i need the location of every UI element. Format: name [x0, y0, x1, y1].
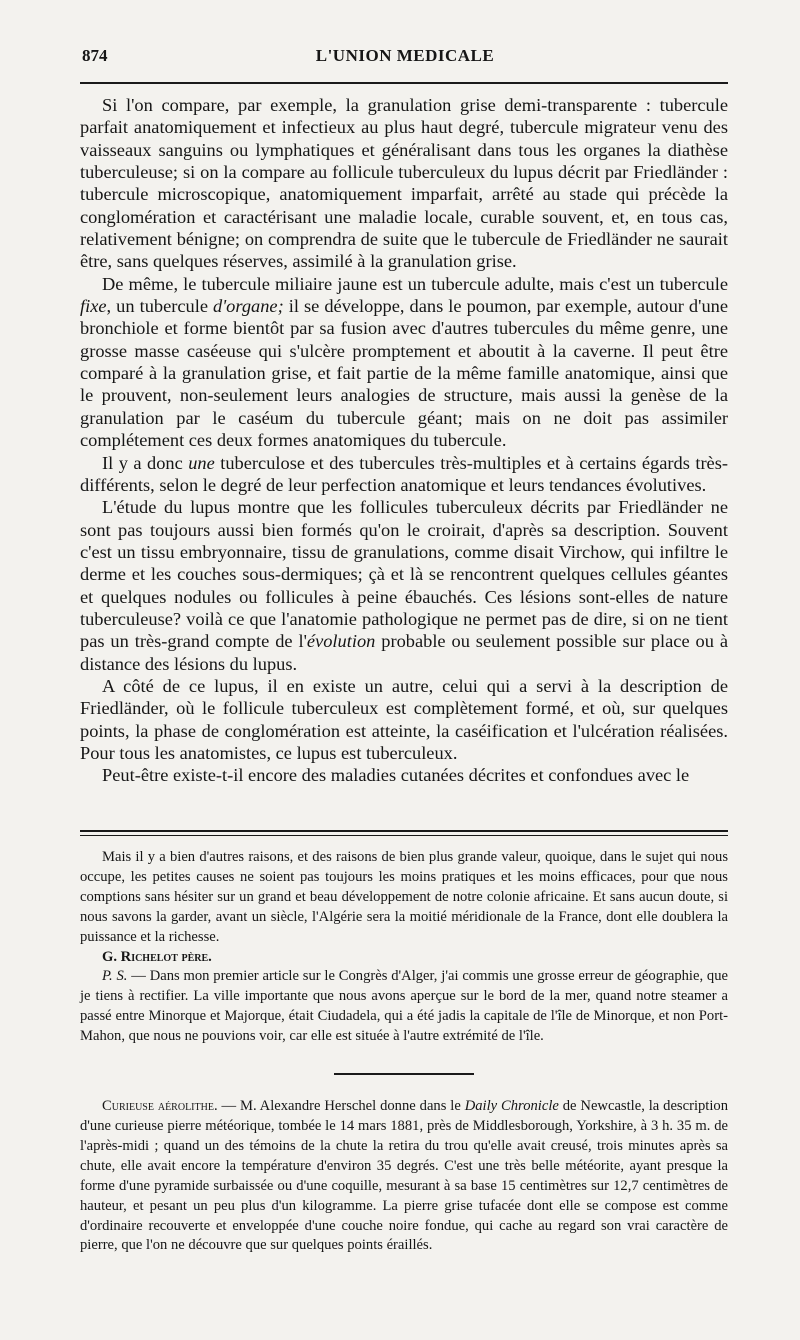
header-rule: [80, 82, 728, 84]
main-text: [80, 94, 728, 787]
postscript: P. S. — Dans mon premier article sur le Congrès d'Alger, j'ai commis une grosse erreur de géographie, que je tiens à rectifier. La ville importante que nous avons aperçue sur le bord de la mer, quand notre steamer a passé entre Minorque et Majorque, était Ciudadela, qui a été jadis la capitale de l'île de Minorque, et non Port-Mahon, que nous ne pouvions voir, car elle est située à l'autre extrémité de l'île.: [80, 968, 728, 1045]
paragraph: A côté de ce lupus, il en existe un autre, celui qui a servi à la description de Friedländer, où le follicule tuberculeux est complètement formé, et où, sur quelques points, la phase de conglomération est atteinte, la caséification et l'ulcération réalisées. Pour tous les anatomistes, ce lupus est tuberculeux.: [80, 675, 728, 763]
short-divider: [334, 1073, 474, 1075]
page-header: [82, 46, 728, 76]
note-paragraph: Mais il y a bien d'autres raisons, et des raisons de bien plus grande valeur, quoique, dans le sujet qui nous occupe, les petites causes ne soient pas toujours les moins pratiques et les moins efficaces, pour que nous comptions sans hésiter sur un grand et beau développement de notre colonie africaine. Et sans aucun doute, si nous savons la garder, avant un siècle, l'Algérie sera la moitié méridionale de la France, dont elle doublera la puissance et la richesse.: [80, 849, 728, 945]
ps-label: P. S.: [102, 968, 128, 985]
paragraph: Il y a donc une tuberculose et des tubercules très-multiples et à certains égards très-différents, selon le degré de leur perfection anatomique et leurs tendances évolutives.: [80, 452, 729, 495]
section-rule-thin: [80, 835, 728, 836]
page-number: 874: [82, 46, 108, 65]
news-title: Curieuse aérolithe.: [102, 1098, 218, 1115]
news-item: Curieuse aérolithe. — M. Alexandre Herschel donne dans le Daily Chronicle de Newcastle, la description d'une curieuse pierre météorique, tombée le 14 mars 1881, près de Middlesborough, Yorkshire, à 3 h. 35 m. de l'après-midi ; quand un des témoins de la chute la retira du trou qu'elle avait creusé, trois minutes après sa chute, elle avait encore la température d'environ 35 degrés. C'est une très belle météorite, ayant presque la forme d'une pyramide surbaissée ou d'une coquille, mesurant à sa base 15 centimètres sur 12,7 centimètres de hauteur, et pesant un peu plus d'un kilogramme. La pierre grise tufacée dont elle se compose est comme d'ordinaire recouverte et enveloppée d'une couche noire fondue, qui cache au regard son vrai caractère de pierre, que l'on ne découvre que sur quelques points éraillés.: [80, 1098, 728, 1254]
running-title: L'UNION MEDICALE: [315, 46, 495, 65]
paragraph: Si l'on compare, par exemple, la granulation grise demi-transparente : tubercule parfait anatomiquement et infectieux au plus haut degré, tubercule migrateur venu des vaisseaux sanguins ou lymphatiques et généralisant dans tous les organes la diathèse tuberculeuse; si on la compare au follicule tuberculeux du lupus décrit par Friedländer : tubercule microscopique, anatomiquement imparfait, arrêté au stade qui précède la conglomération et caractérisant une maladie locale, curable souvent, et, en tous cas, relativement bénigne; on comprendra de suite que le tubercule de Friedländer ne saurait être, sans quelques réserves, assimilé à la granulation grise.: [80, 95, 728, 272]
signature: G. Richelot père.: [102, 948, 212, 965]
notes-section: [80, 848, 728, 1256]
section-rule: [80, 830, 728, 832]
paragraph: Peut-être existe-t-il encore des maladies cutanées décrites et confondues avec le: [102, 765, 690, 786]
paragraph: De même, le tubercule miliaire jaune est un tubercule adulte, mais c'est un tubercule fixe, un tubercule d'organe; il se développe, dans le poumon, par exemple, autour d'une bronchiole et forme bientôt par sa fusion avec d'autres tubercules du même genre, une grosse masse caséeuse qui s'ulcère promptement et aboutit à la caverne. Il peut être comparé à la granulation grise, et fait partie de la même famille anatomique, ainsi que le prouvent, non-seulement leurs analogies de structure, mais aussi la genèse de la granulation par le caséum du tubercule géant; mais on ne doit pas assimiler complétement ces deux formes anatomiques du tubercule.: [80, 273, 728, 451]
paragraph: L'étude du lupus montre que les follicules tuberculeux décrits par Friedländer ne sont pas toujours aussi bien formés qu'on le croirait, d'après sa description. Souvent c'est un tissu embryonnaire, tissu de granulations, comme disait Virchow, qui infiltre le derme et les couches sous-dermiques; çà et là se rencontrent quelques cellules géantes et quelques nodules ou follicules à peine ébauchés. Ces lésions sont-elles de nature tuberculeuse? voilà ce que l'anatomie pathologique ne permet pas de dire, si on ne tient pas un très-grand compte de l'évolution probable ou seulement possible sur place ou à distance des lésions du lupus.: [80, 497, 728, 674]
